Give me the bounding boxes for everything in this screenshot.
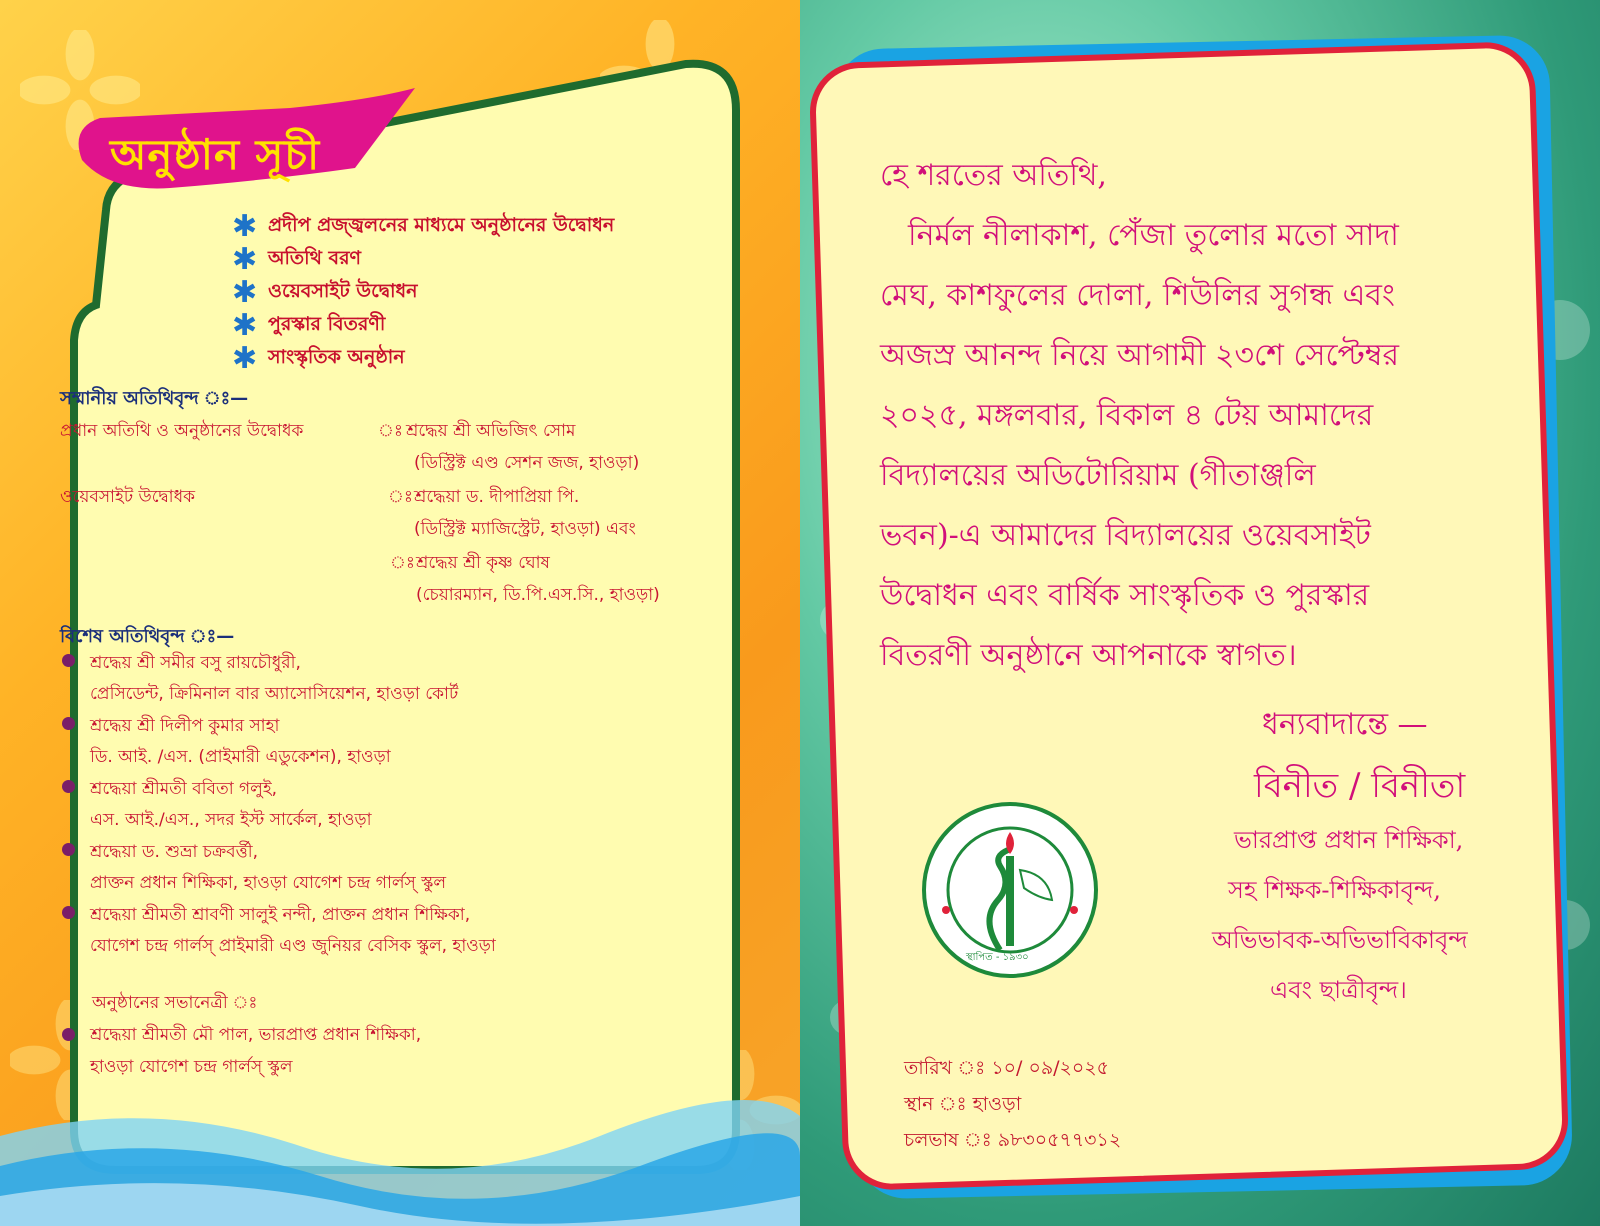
invitation-line: মেঘ, কাশফুলের দোলা, শিউলির সুগন্ধ এবং <box>880 278 1395 313</box>
bullet-icon <box>62 1028 75 1041</box>
invitation-greeting: হে শরতের অতিথি, <box>880 158 1107 193</box>
third-guest-designation: (চেয়ারম্যান, ডি.পি.এস.সি., হাওড়া) <box>416 585 660 605</box>
asterisk-icon: ✱ <box>232 340 258 376</box>
programme-item: ✱ পুরস্কার বিতরণী <box>232 307 386 343</box>
separator-colon: ঃ <box>378 421 403 441</box>
programme-item: ✱ সাংস্কৃতিক অনুষ্ঠান <box>232 340 405 376</box>
invitation-line: ২০২৫, মঙ্গলবার, বিকাল ৪ টেয় আমাদের <box>880 398 1374 433</box>
separator-colon: ঃ <box>388 487 413 507</box>
programme-item: ✱ প্রদীপ প্রজ্জ্বলনের মাধ্যমে অনুষ্ঠানের উদ্বোধন <box>232 208 615 244</box>
invitation-line: অজস্র আনন্দ নিয়ে আগামী ২৩শে সেপ্টেম্বর <box>880 338 1400 373</box>
third-guest-name: শ্রদ্ধেয় শ্রী কৃষ্ণ ঘোষ <box>416 553 550 573</box>
signatory-line: এবং ছাত্রীবৃন্দ। <box>1270 976 1407 1004</box>
list-item: শ্রদ্ধেয় শ্রী দিলীপ কুমার সাহা ডি. আই. /এস. (প্রাইমারী এডুকেশন), হাওড়া <box>60 711 496 774</box>
signatory-line: সহ শিক্ষক-শিক্ষিকাবৃন্দ, <box>1228 876 1441 904</box>
website-inaugurator-role: ওয়েবসাইট উদ্বোধক <box>60 487 196 507</box>
phone-text: চলভাষ ঃ ৯৮৩০৫৭৭৩১২ <box>904 1129 1122 1151</box>
asterisk-icon: ✱ <box>232 274 258 310</box>
separator-colon: ঃ <box>390 553 415 573</box>
invitation-line: নির্মল নীলাকাশ, পেঁজা তুলোর মতো সাদা <box>908 218 1399 253</box>
website-inaugurator-name: শ্রদ্ধেয়া ড. দীপাপ্রিয়া পি. <box>414 487 580 507</box>
special-guests-list <box>60 648 496 963</box>
asterisk-icon: ✱ <box>232 241 258 277</box>
place-text: স্থান ঃ হাওড়া <box>904 1093 1022 1115</box>
programme-list <box>232 210 614 375</box>
chief-guest-designation: (ডিস্ট্রিক্ট এণ্ড সেশন জজ, হাওড়া) <box>414 453 640 473</box>
signatory-line: ভারপ্রাপ্ত প্রধান শিক্ষিকা, <box>1234 826 1464 854</box>
asterisk-icon: ✱ <box>232 307 258 343</box>
bullet-icon <box>62 780 75 793</box>
invitation-line: উদ্বোধন এবং বার্ষিক সাংস্কৃতিক ও পুরস্কার <box>880 578 1370 613</box>
honoured-guests-heading: সম্মানীয় অতিথিবৃন্দ ঃ— <box>60 388 249 409</box>
signatory-line: অভিভাবক-অভিভাবিকাবৃন্দ <box>1212 926 1468 954</box>
bullet-icon <box>62 717 75 730</box>
list-item: শ্রদ্ধেয়া শ্রীমতী শ্রাবণী সালুই নন্দী, প্রাক্তন প্রধান শিক্ষিকা, যোগেশ চন্দ্র গার্লস্ প্রাইমারী এণ্ড জুনিয়র বেসিক স্কুল, হাওড়া <box>60 900 496 963</box>
bullet-icon <box>62 654 75 667</box>
logo-established: স্থাপিত - ১৯৩০ <box>966 952 1029 963</box>
thanks-text: ধন্যবাদান্তে — <box>1262 707 1428 742</box>
bullet-icon <box>62 906 75 919</box>
programme-item: ✱ অতিথি বরণ <box>232 241 362 277</box>
invitation-line: বিতরণী অনুষ্ঠানে আপনাকে স্বাগত। <box>880 638 1297 673</box>
website-inaugurator-designation: (ডিস্ট্রিক্ট ম্যাজিস্ট্রেট, হাওড়া) এবং <box>414 519 636 539</box>
special-guests-heading: বিশেষ অতিথিবৃন্দ ঃ— <box>60 626 235 647</box>
chief-guest-name: শ্রদ্ধেয় শ্রী অভিজিৎ সোম <box>406 421 576 441</box>
programme-title: অনুষ্ঠান সূচী <box>110 130 321 179</box>
programme-item: ✱ ওয়েবসাইট উদ্বোধন <box>232 274 418 310</box>
date-text: তারিখ ঃ ১০/ ০৯/২০২৫ <box>904 1057 1109 1079</box>
president-line-1: শ্রদ্ধেয়া শ্রীমতী মৌ পাল, ভারপ্রাপ্ত প্রধান শিক্ষিকা, <box>90 1025 422 1045</box>
asterisk-icon: ✱ <box>232 208 258 244</box>
invitation-card <box>808 41 1569 1191</box>
list-item: শ্রদ্ধেয় শ্রী সমীর বসু রায়চৌধুরী, প্রেসিডেন্ট, ক্রিমিনাল বার অ্যাসোসিয়েশন, হাওড়া কোর্ট <box>60 648 496 711</box>
invitation-line: বিদ্যালয়ের অডিটোরিয়াম (গীতাঞ্জলি <box>880 458 1316 493</box>
humble-text: বিনীত / বিনীতা <box>1254 766 1466 806</box>
president-heading: অনুষ্ঠানের সভানেত্রী ঃ <box>92 993 258 1013</box>
list-item: শ্রদ্ধেয়া ড. শুভ্রা চক্রবর্ত্তী, প্রাক্তন প্রধান শিক্ষিকা, হাওড়া যোগেশ চন্দ্র গার্লস্ স্কুল <box>60 837 496 900</box>
president-line-2: হাওড়া যোগেশ চন্দ্র গার্লস্ স্কুল <box>90 1057 293 1077</box>
bullet-icon <box>62 843 75 856</box>
chief-guest-role: প্রধান অতিথি ও অনুষ্ঠানের উদ্বোধক <box>60 421 304 441</box>
list-item: শ্রদ্ধেয়া শ্রীমতী ববিতা গলুই, এস. আই./এস., সদর ইস্ট সার্কেল, হাওড়া <box>60 774 496 837</box>
invitation-line: ভবন)-এ আমাদের বিদ্যালয়ের ওয়েবসাইট <box>880 518 1371 553</box>
